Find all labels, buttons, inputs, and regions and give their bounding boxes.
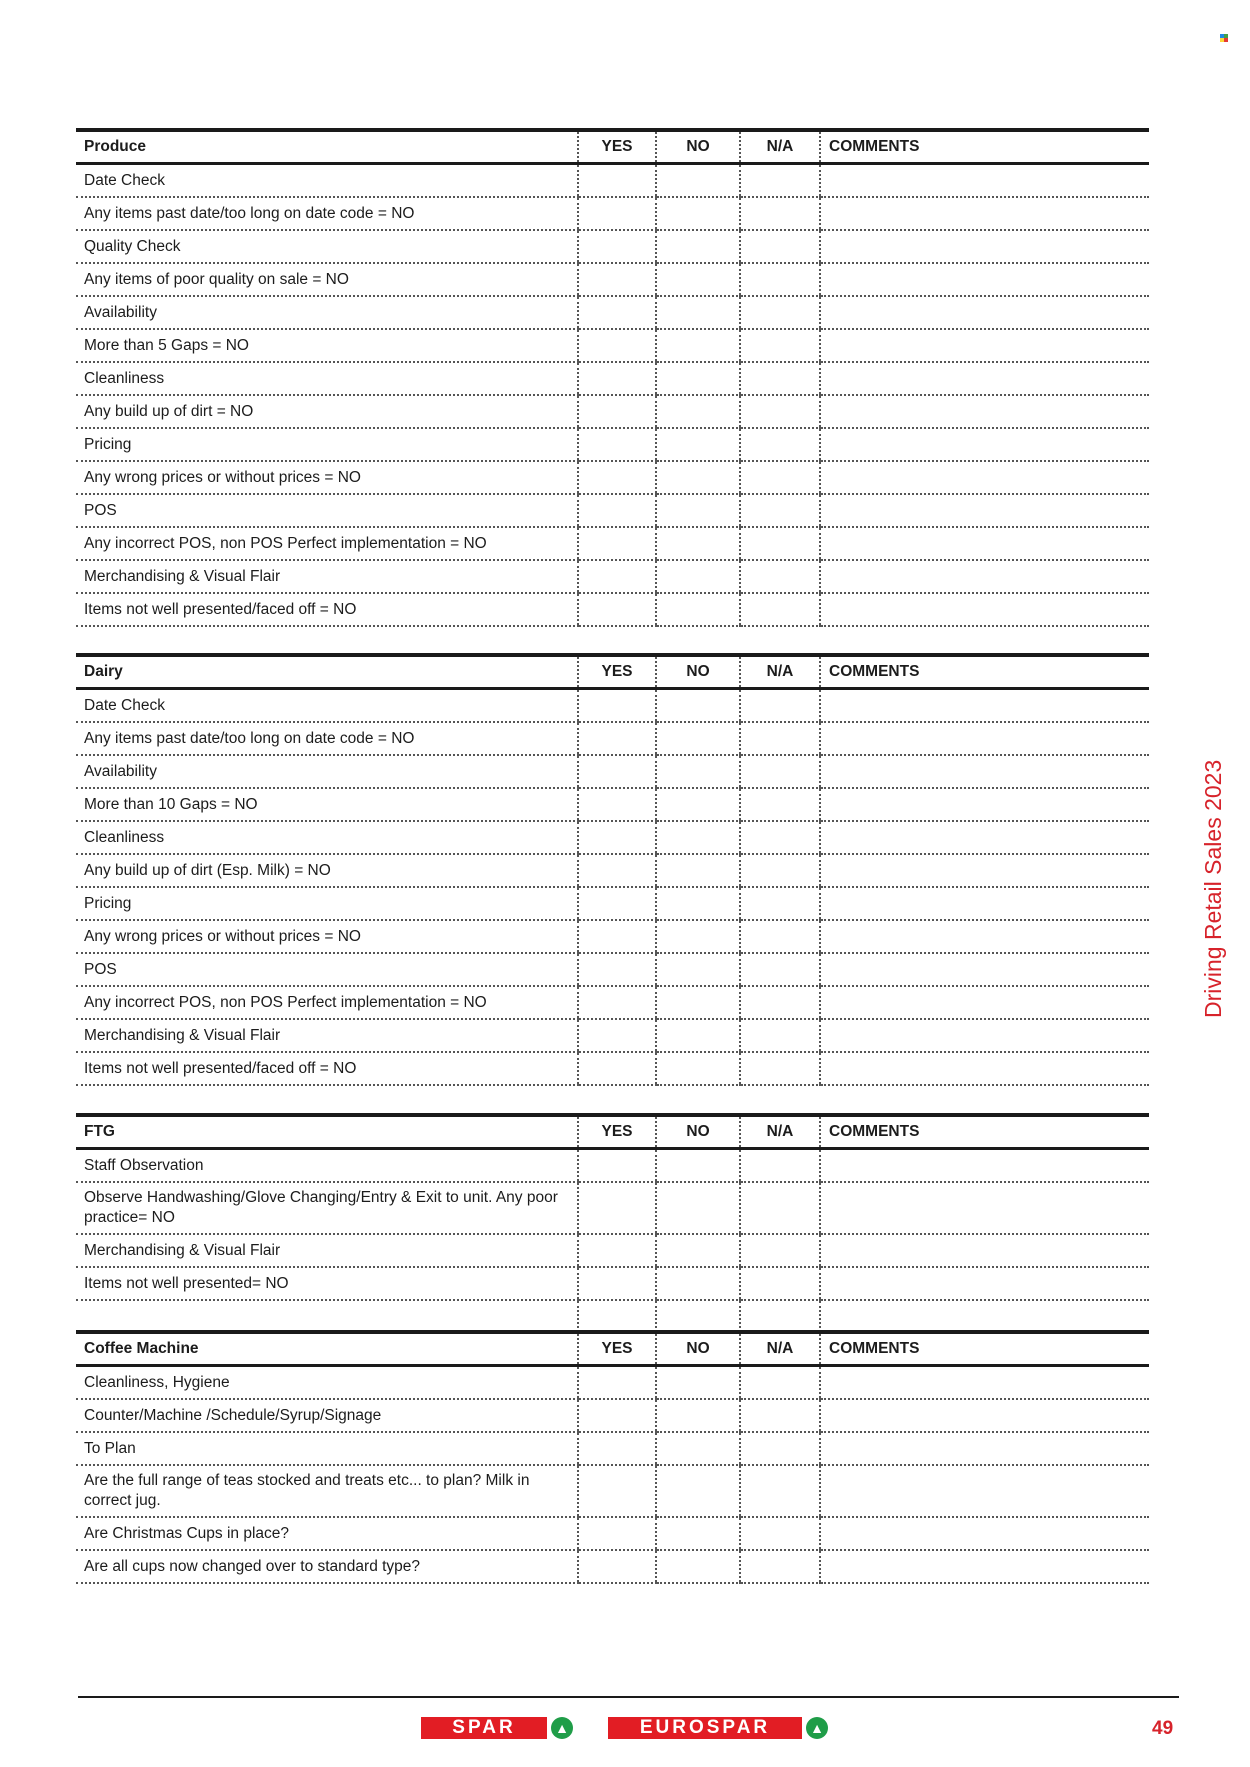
no-checkbox-cell[interactable] bbox=[656, 722, 740, 755]
na-checkbox-cell[interactable] bbox=[740, 362, 820, 395]
na-column-header: N/A bbox=[740, 1332, 820, 1366]
comments-field[interactable] bbox=[820, 296, 1149, 329]
check-item-label: Pricing bbox=[76, 887, 578, 920]
na-checkbox-cell[interactable] bbox=[740, 1517, 820, 1550]
yes-checkbox-cell[interactable] bbox=[578, 986, 656, 1019]
yes-checkbox-cell[interactable] bbox=[578, 788, 656, 821]
comments-field[interactable] bbox=[820, 1149, 1149, 1183]
comments-field[interactable] bbox=[820, 494, 1149, 527]
table-row bbox=[76, 329, 1149, 362]
no-column-header: NO bbox=[656, 1115, 740, 1149]
na-checkbox-cell[interactable] bbox=[740, 230, 820, 263]
table-row bbox=[76, 1399, 1149, 1432]
spar-tree-icon: ▲ bbox=[806, 1717, 828, 1739]
yes-checkbox-cell[interactable] bbox=[578, 1267, 656, 1300]
table-row bbox=[76, 689, 1149, 723]
section-title: FTG bbox=[76, 1115, 578, 1149]
table-row bbox=[76, 854, 1149, 887]
comments-field[interactable] bbox=[820, 920, 1149, 953]
comments-field[interactable] bbox=[820, 1399, 1149, 1432]
na-checkbox-cell[interactable] bbox=[740, 1300, 820, 1333]
no-checkbox-cell[interactable] bbox=[656, 1019, 740, 1052]
table-header-row bbox=[76, 655, 1149, 689]
table-row bbox=[76, 230, 1149, 263]
yes-checkbox-cell[interactable] bbox=[578, 953, 656, 986]
no-checkbox-cell[interactable] bbox=[656, 953, 740, 986]
check-item-label: Cleanliness bbox=[76, 821, 578, 854]
na-checkbox-cell[interactable] bbox=[740, 1432, 820, 1465]
check-item-label: More than 10 Gaps = NO bbox=[76, 788, 578, 821]
comments-field[interactable] bbox=[820, 1019, 1149, 1052]
na-checkbox-cell[interactable] bbox=[740, 1267, 820, 1300]
comments-field[interactable] bbox=[820, 263, 1149, 296]
no-checkbox-cell[interactable] bbox=[656, 920, 740, 953]
yes-checkbox-cell[interactable] bbox=[578, 1182, 656, 1234]
check-item-label: Any incorrect POS, non POS Perfect implementation = NO bbox=[76, 527, 578, 560]
yes-checkbox-cell[interactable] bbox=[578, 689, 656, 723]
table-row bbox=[76, 821, 1149, 854]
comments-field[interactable] bbox=[820, 953, 1149, 986]
na-checkbox-cell[interactable] bbox=[740, 821, 820, 854]
no-checkbox-cell[interactable] bbox=[656, 1300, 740, 1333]
yes-column-header: YES bbox=[578, 1332, 656, 1366]
check-item-label: Any items past date/too long on date code = NO bbox=[76, 722, 578, 755]
na-checkbox-cell[interactable] bbox=[740, 1234, 820, 1267]
yes-checkbox-cell[interactable] bbox=[578, 362, 656, 395]
check-item-label: More than 5 Gaps = NO bbox=[76, 329, 578, 362]
spar-tree-icon: ▲ bbox=[551, 1717, 573, 1739]
comments-field[interactable] bbox=[820, 1267, 1149, 1300]
check-item-label: Any incorrect POS, non POS Perfect implementation = NO bbox=[76, 986, 578, 1019]
no-checkbox-cell[interactable] bbox=[656, 1182, 740, 1234]
yes-checkbox-cell[interactable] bbox=[578, 197, 656, 230]
yes-checkbox-cell[interactable] bbox=[578, 1300, 656, 1333]
yes-checkbox-cell[interactable] bbox=[578, 560, 656, 593]
na-checkbox-cell[interactable] bbox=[740, 263, 820, 296]
comments-field[interactable] bbox=[820, 722, 1149, 755]
yes-checkbox-cell[interactable] bbox=[578, 854, 656, 887]
check-item-label: Quality Check bbox=[76, 230, 578, 263]
no-checkbox-cell[interactable] bbox=[656, 1550, 740, 1583]
section-title: Coffee Machine bbox=[76, 1332, 578, 1366]
na-checkbox-cell[interactable] bbox=[740, 395, 820, 428]
yes-checkbox-cell[interactable] bbox=[578, 1465, 656, 1517]
table-row bbox=[76, 887, 1149, 920]
corner-color-mark bbox=[1220, 34, 1229, 43]
na-checkbox-cell[interactable] bbox=[740, 560, 820, 593]
no-checkbox-cell[interactable] bbox=[656, 1399, 740, 1432]
comments-field[interactable] bbox=[820, 887, 1149, 920]
yes-checkbox-cell[interactable] bbox=[578, 1399, 656, 1432]
comments-column-header: COMMENTS bbox=[820, 1115, 1149, 1149]
yes-checkbox-cell[interactable] bbox=[578, 1550, 656, 1583]
na-checkbox-cell[interactable] bbox=[740, 1366, 820, 1400]
table-row bbox=[76, 1465, 1149, 1517]
no-checkbox-cell[interactable] bbox=[656, 1465, 740, 1517]
check-item-label: Date Check bbox=[76, 689, 578, 723]
na-checkbox-cell[interactable] bbox=[740, 197, 820, 230]
check-item-label: Cleanliness bbox=[76, 362, 578, 395]
no-checkbox-cell[interactable] bbox=[656, 362, 740, 395]
yes-checkbox-cell[interactable] bbox=[578, 230, 656, 263]
no-checkbox-cell[interactable] bbox=[656, 164, 740, 198]
yes-checkbox-cell[interactable] bbox=[578, 329, 656, 362]
table-row bbox=[76, 1019, 1149, 1052]
no-checkbox-cell[interactable] bbox=[656, 428, 740, 461]
na-column-header: N/A bbox=[740, 1115, 820, 1149]
no-checkbox-cell[interactable] bbox=[656, 1149, 740, 1183]
comments-field[interactable] bbox=[820, 230, 1149, 263]
na-checkbox-cell[interactable] bbox=[740, 593, 820, 626]
comments-field[interactable] bbox=[820, 1517, 1149, 1550]
yes-checkbox-cell[interactable] bbox=[578, 494, 656, 527]
coffee-machine-table bbox=[76, 1330, 1149, 1584]
check-item-label: Any wrong prices or without prices = NO bbox=[76, 461, 578, 494]
na-checkbox-cell[interactable] bbox=[740, 689, 820, 723]
comments-field[interactable] bbox=[820, 1550, 1149, 1583]
comments-field[interactable] bbox=[820, 428, 1149, 461]
no-checkbox-cell[interactable] bbox=[656, 689, 740, 723]
table-row bbox=[76, 428, 1149, 461]
table-header-row bbox=[76, 1332, 1149, 1366]
check-item-label: Any build up of dirt (Esp. Milk) = NO bbox=[76, 854, 578, 887]
table-row bbox=[76, 560, 1149, 593]
na-checkbox-cell[interactable] bbox=[740, 887, 820, 920]
table-row bbox=[76, 362, 1149, 395]
no-checkbox-cell[interactable] bbox=[656, 494, 740, 527]
comments-field[interactable] bbox=[820, 788, 1149, 821]
produce-section bbox=[76, 128, 1149, 627]
yes-checkbox-cell[interactable] bbox=[578, 722, 656, 755]
yes-checkbox-cell[interactable] bbox=[578, 593, 656, 626]
no-checkbox-cell[interactable] bbox=[656, 986, 740, 1019]
check-item-label: Any wrong prices or without prices = NO bbox=[76, 920, 578, 953]
yes-column-header: YES bbox=[578, 655, 656, 689]
no-checkbox-cell[interactable] bbox=[656, 1234, 740, 1267]
check-item-label: Are the full range of teas stocked and treats etc... to plan? Milk in correct jug. bbox=[76, 1465, 578, 1517]
check-item-label: Any build up of dirt = NO bbox=[76, 395, 578, 428]
table-row bbox=[76, 755, 1149, 788]
table-row bbox=[76, 593, 1149, 626]
yes-checkbox-cell[interactable] bbox=[578, 527, 656, 560]
table-row bbox=[76, 1267, 1149, 1300]
yes-checkbox-cell[interactable] bbox=[578, 821, 656, 854]
table-row bbox=[76, 1300, 1149, 1333]
no-checkbox-cell[interactable] bbox=[656, 1366, 740, 1400]
comments-column-header: COMMENTS bbox=[820, 655, 1149, 689]
no-checkbox-cell[interactable] bbox=[656, 230, 740, 263]
na-checkbox-cell[interactable] bbox=[740, 494, 820, 527]
yes-checkbox-cell[interactable] bbox=[578, 263, 656, 296]
comments-field[interactable] bbox=[820, 1465, 1149, 1517]
na-column-header: N/A bbox=[740, 130, 820, 164]
na-checkbox-cell[interactable] bbox=[740, 1399, 820, 1432]
na-checkbox-cell[interactable] bbox=[740, 920, 820, 953]
na-checkbox-cell[interactable] bbox=[740, 986, 820, 1019]
dairy-table bbox=[76, 653, 1149, 1086]
yes-checkbox-cell[interactable] bbox=[578, 887, 656, 920]
check-item-label: Items not well presented/faced off = NO bbox=[76, 593, 578, 626]
yes-checkbox-cell[interactable] bbox=[578, 461, 656, 494]
ftg-section bbox=[76, 1113, 1149, 1334]
check-item-label: Cleanliness, Hygiene bbox=[76, 1366, 578, 1400]
check-item-label: Counter/Machine /Schedule/Syrup/Signage bbox=[76, 1399, 578, 1432]
na-checkbox-cell[interactable] bbox=[740, 788, 820, 821]
check-item-label: Any items past date/too long on date code = NO bbox=[76, 197, 578, 230]
table-header-row bbox=[76, 1115, 1149, 1149]
check-item-label: Are Christmas Cups in place? bbox=[76, 1517, 578, 1550]
no-checkbox-cell[interactable] bbox=[656, 1267, 740, 1300]
yes-checkbox-cell[interactable] bbox=[578, 1366, 656, 1400]
ftg-table bbox=[76, 1113, 1149, 1334]
yes-checkbox-cell[interactable] bbox=[578, 1517, 656, 1550]
comments-field[interactable] bbox=[820, 593, 1149, 626]
comments-field[interactable] bbox=[820, 1300, 1149, 1333]
comments-column-header: COMMENTS bbox=[820, 130, 1149, 164]
na-checkbox-cell[interactable] bbox=[740, 428, 820, 461]
check-item-label: Items not well presented/faced off = NO bbox=[76, 1052, 578, 1085]
footer-divider bbox=[78, 1696, 1179, 1698]
yes-checkbox-cell[interactable] bbox=[578, 1234, 656, 1267]
table-row bbox=[76, 527, 1149, 560]
yes-checkbox-cell[interactable] bbox=[578, 428, 656, 461]
comments-field[interactable] bbox=[820, 821, 1149, 854]
na-checkbox-cell[interactable] bbox=[740, 953, 820, 986]
table-row bbox=[76, 1366, 1149, 1400]
comments-field[interactable] bbox=[820, 1234, 1149, 1267]
yes-column-header: YES bbox=[578, 1115, 656, 1149]
no-checkbox-cell[interactable] bbox=[656, 1432, 740, 1465]
comments-field[interactable] bbox=[820, 1432, 1149, 1465]
table-row bbox=[76, 1149, 1149, 1183]
comments-field[interactable] bbox=[820, 755, 1149, 788]
na-checkbox-cell[interactable] bbox=[740, 1149, 820, 1183]
check-item-label: Are all cups now changed over to standard type? bbox=[76, 1550, 578, 1583]
table-row bbox=[76, 494, 1149, 527]
na-checkbox-cell[interactable] bbox=[740, 296, 820, 329]
table-row bbox=[76, 1432, 1149, 1465]
table-row bbox=[76, 986, 1149, 1019]
check-item-label: Staff Observation bbox=[76, 1149, 578, 1183]
table-row bbox=[76, 722, 1149, 755]
no-checkbox-cell[interactable] bbox=[656, 263, 740, 296]
na-checkbox-cell[interactable] bbox=[740, 1465, 820, 1517]
no-checkbox-cell[interactable] bbox=[656, 560, 740, 593]
na-checkbox-cell[interactable] bbox=[740, 755, 820, 788]
comments-field[interactable] bbox=[820, 560, 1149, 593]
no-checkbox-cell[interactable] bbox=[656, 788, 740, 821]
check-item-label: Merchandising & Visual Flair bbox=[76, 560, 578, 593]
no-checkbox-cell[interactable] bbox=[656, 329, 740, 362]
comments-field[interactable] bbox=[820, 527, 1149, 560]
na-checkbox-cell[interactable] bbox=[740, 1019, 820, 1052]
no-checkbox-cell[interactable] bbox=[656, 197, 740, 230]
no-checkbox-cell[interactable] bbox=[656, 296, 740, 329]
comments-field[interactable] bbox=[820, 689, 1149, 723]
dairy-section bbox=[76, 653, 1149, 1086]
table-row bbox=[76, 461, 1149, 494]
no-column-header: NO bbox=[656, 130, 740, 164]
na-checkbox-cell[interactable] bbox=[740, 461, 820, 494]
spar-logo: SPAR bbox=[421, 1717, 547, 1739]
na-checkbox-cell[interactable] bbox=[740, 329, 820, 362]
section-title: Produce bbox=[76, 130, 578, 164]
table-row bbox=[76, 953, 1149, 986]
yes-checkbox-cell[interactable] bbox=[578, 920, 656, 953]
yes-column-header: YES bbox=[578, 130, 656, 164]
yes-checkbox-cell[interactable] bbox=[578, 395, 656, 428]
na-checkbox-cell[interactable] bbox=[740, 1550, 820, 1583]
yes-checkbox-cell[interactable] bbox=[578, 755, 656, 788]
table-row bbox=[76, 1234, 1149, 1267]
no-column-header: NO bbox=[656, 655, 740, 689]
check-item-label: To Plan bbox=[76, 1432, 578, 1465]
no-checkbox-cell[interactable] bbox=[656, 755, 740, 788]
section-title: Dairy bbox=[76, 655, 578, 689]
na-checkbox-cell[interactable] bbox=[740, 1052, 820, 1085]
comments-column-header: COMMENTS bbox=[820, 1332, 1149, 1366]
yes-checkbox-cell[interactable] bbox=[578, 164, 656, 198]
na-checkbox-cell[interactable] bbox=[740, 1182, 820, 1234]
table-row bbox=[76, 1182, 1149, 1234]
table-header-row bbox=[76, 130, 1149, 164]
comments-field[interactable] bbox=[820, 1182, 1149, 1234]
comments-field[interactable] bbox=[820, 1366, 1149, 1400]
yes-checkbox-cell[interactable] bbox=[578, 1052, 656, 1085]
na-checkbox-cell[interactable] bbox=[740, 164, 820, 198]
comments-field[interactable] bbox=[820, 329, 1149, 362]
table-row bbox=[76, 395, 1149, 428]
check-item-label: Date Check bbox=[76, 164, 578, 198]
page-number: 49 bbox=[1152, 1718, 1174, 1739]
comments-field[interactable] bbox=[820, 986, 1149, 1019]
na-column-header: N/A bbox=[740, 655, 820, 689]
check-item-label bbox=[76, 1300, 578, 1333]
yes-checkbox-cell[interactable] bbox=[578, 1019, 656, 1052]
table-row bbox=[76, 1550, 1149, 1583]
yes-checkbox-cell[interactable] bbox=[578, 1432, 656, 1465]
comments-field[interactable] bbox=[820, 461, 1149, 494]
no-checkbox-cell[interactable] bbox=[656, 1052, 740, 1085]
table-row bbox=[76, 1517, 1149, 1550]
check-item-label: POS bbox=[76, 953, 578, 986]
yes-checkbox-cell[interactable] bbox=[578, 1149, 656, 1183]
eurospar-logo: EUROSPAR bbox=[608, 1717, 802, 1739]
check-item-label: Merchandising & Visual Flair bbox=[76, 1019, 578, 1052]
na-checkbox-cell[interactable] bbox=[740, 722, 820, 755]
check-item-label: POS bbox=[76, 494, 578, 527]
comments-field[interactable] bbox=[820, 854, 1149, 887]
table-row bbox=[76, 920, 1149, 953]
table-row bbox=[76, 788, 1149, 821]
no-checkbox-cell[interactable] bbox=[656, 887, 740, 920]
no-checkbox-cell[interactable] bbox=[656, 821, 740, 854]
check-item-label: Any items of poor quality on sale = NO bbox=[76, 263, 578, 296]
na-checkbox-cell[interactable] bbox=[740, 854, 820, 887]
no-checkbox-cell[interactable] bbox=[656, 395, 740, 428]
comments-field[interactable] bbox=[820, 395, 1149, 428]
check-item-label: Merchandising & Visual Flair bbox=[76, 1234, 578, 1267]
no-column-header: NO bbox=[656, 1332, 740, 1366]
table-row bbox=[76, 1052, 1149, 1085]
check-item-label: Pricing bbox=[76, 428, 578, 461]
na-checkbox-cell[interactable] bbox=[740, 527, 820, 560]
check-item-label: Items not well presented= NO bbox=[76, 1267, 578, 1300]
table-row bbox=[76, 263, 1149, 296]
table-row bbox=[76, 197, 1149, 230]
comments-field[interactable] bbox=[820, 164, 1149, 198]
comments-field[interactable] bbox=[820, 1052, 1149, 1085]
yes-checkbox-cell[interactable] bbox=[578, 296, 656, 329]
produce-table bbox=[76, 128, 1149, 627]
comments-field[interactable] bbox=[820, 362, 1149, 395]
check-item-label: Availability bbox=[76, 755, 578, 788]
check-item-label: Availability bbox=[76, 296, 578, 329]
no-checkbox-cell[interactable] bbox=[656, 1517, 740, 1550]
no-checkbox-cell[interactable] bbox=[656, 461, 740, 494]
side-title: Driving Retail Sales 2023 bbox=[1200, 759, 1226, 1018]
coffee-machine-section bbox=[76, 1330, 1149, 1584]
no-checkbox-cell[interactable] bbox=[656, 527, 740, 560]
check-item-label: Observe Handwashing/Glove Changing/Entry & Exit to unit. Any poor practice= NO bbox=[76, 1182, 578, 1234]
table-row bbox=[76, 164, 1149, 198]
no-checkbox-cell[interactable] bbox=[656, 593, 740, 626]
no-checkbox-cell[interactable] bbox=[656, 854, 740, 887]
comments-field[interactable] bbox=[820, 197, 1149, 230]
table-row bbox=[76, 296, 1149, 329]
